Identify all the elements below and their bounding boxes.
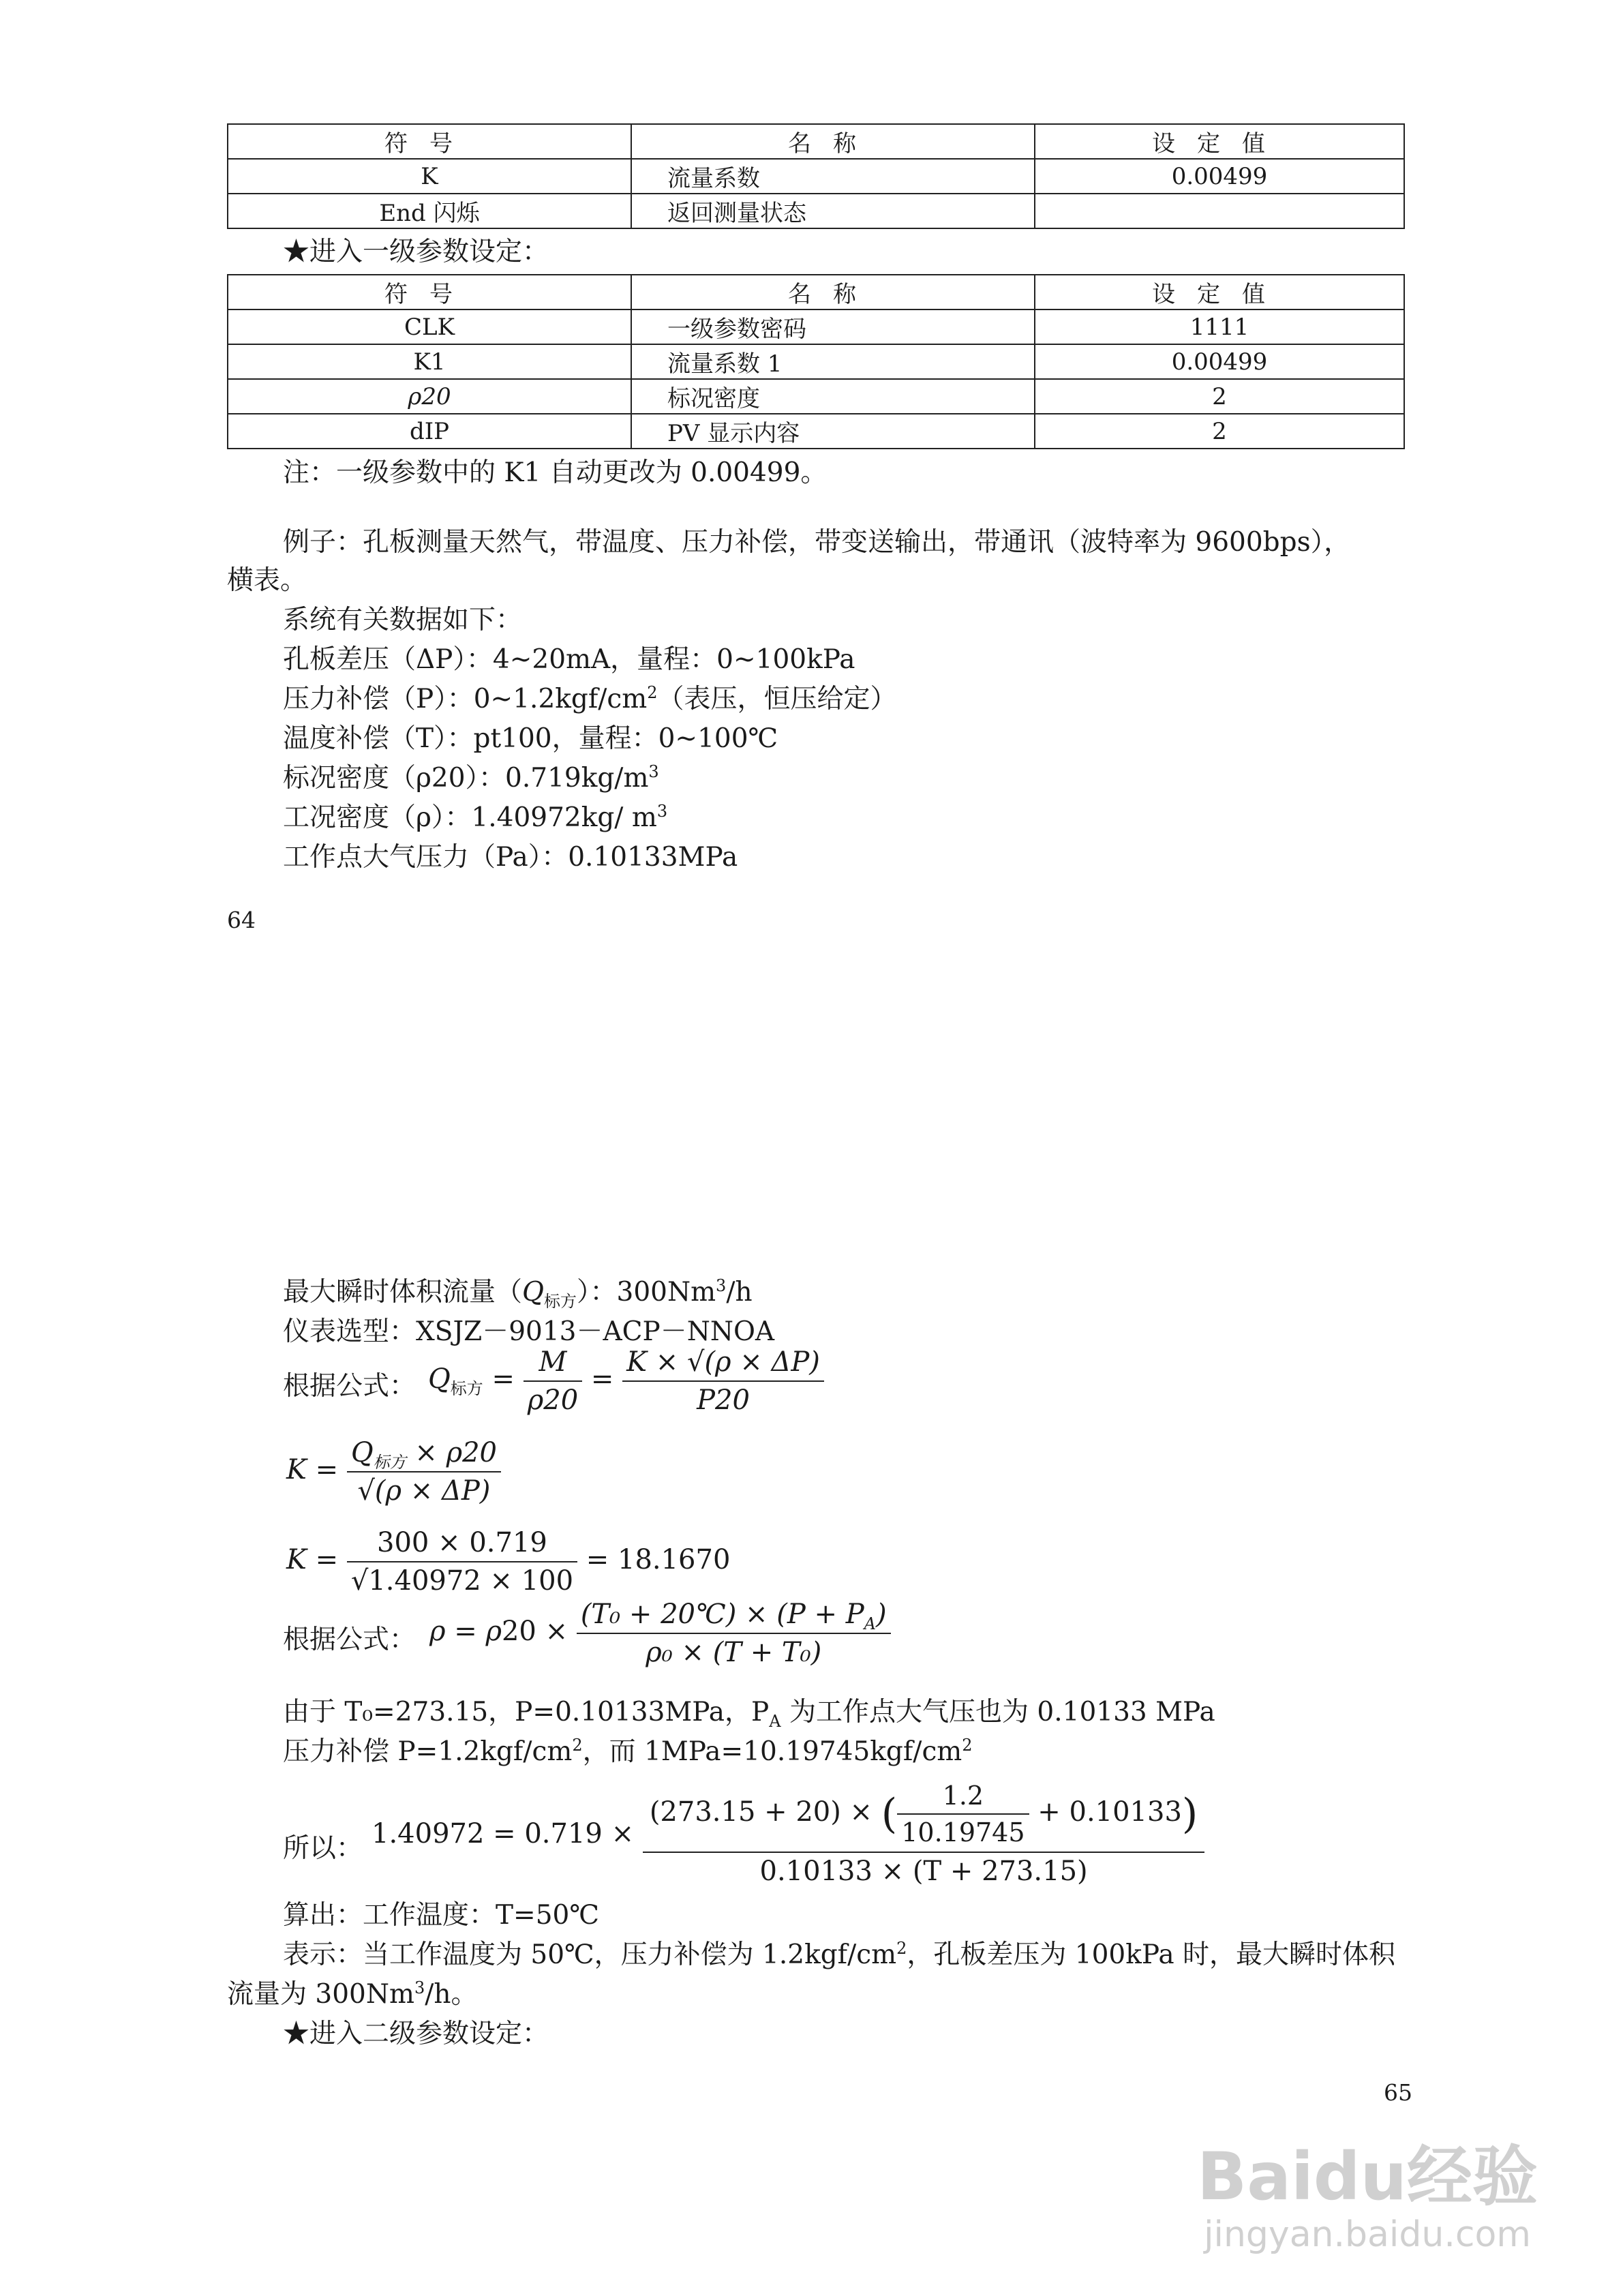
max-flow-sup: 3 [716,1276,727,1295]
data-line-temperature: 温度补偿（T）：pt100，量程：0~100℃ [283,723,778,754]
max-flow-sub: 标方 [544,1291,577,1311]
header-value: 设定值 [1035,124,1404,159]
formula-flow: $Q_{标方}$ = $\frac{M}{\rho 20}$ = $\frac{K \times √(\rho \times \Delta P)}{P20}$ [428,1346,824,1416]
given-line: 由于 T₀=273.15，P=0.10133MPa，$P_A$ 为工作点大气压也为 0.10133 MPa [283,1697,1215,1731]
so-lhs: 1.40972 = 0.719 × [371,1818,635,1849]
parameter-table-2 [227,274,1405,449]
parameter-table-1 [227,123,1405,229]
data-line-dp: 孔板差压（ΔP）：4~20mA，量程：0~100kPa [283,644,855,675]
page-number-65: 65 [1384,2079,1412,2106]
note: 注：一级参数中的 K1 自动更改为 0.00499。 [283,457,828,488]
section1-title: ★进入一级参数设定： [283,237,549,267]
k-numerator: 300 × 0.719 [347,1527,577,1562]
cell-value: 1111 [1035,309,1404,344]
max-flow-line [283,1275,753,1310]
formula-so: 1.40972 = 0.719 × (273.15 + 20) × ( $\frac{1.2}{10.19745}$ + 0.10133) 0.10133 × (T + 273.15) [371,1781,1204,1887]
watermark-url: jingyan.baidu.com [1204,2214,1531,2255]
summary-line-2: 流量为 300Nm$^3$/h。 [227,1978,478,2010]
cell-value [1035,194,1404,228]
pressure-sup: 2 [647,683,658,702]
cell-name: 标况密度 [631,379,1035,414]
cell-symbol: CLK [228,309,631,344]
cell-name: 返回测量状态 [631,194,1035,228]
data-line-pressure [283,682,897,717]
page-number-64: 64 [227,907,256,933]
max-flow-prefix: 最大瞬时体积流量（ [283,1277,523,1308]
header-value: 设定值 [1035,275,1404,309]
k-result: = 18.1670 [586,1544,731,1575]
cell-symbol: K1 [228,344,631,379]
max-flow-q: Q [522,1277,544,1308]
std-density-sup: 3 [648,762,659,781]
data-line-atm-pressure: 工作点大气压力（Pa）：0.10133MPa [283,842,738,873]
example-line-2: 横表。 [227,565,307,596]
table-header-row [228,124,1404,159]
max-flow-suffix: ）：300Nm [577,1277,716,1308]
cell-name: PV 显示内容 [631,414,1035,449]
work-density-sup: 3 [656,802,668,821]
table-row [228,194,1404,228]
header-symbol: 符号 [228,124,631,159]
so-label: 所以： [283,1833,363,1864]
result-line: 算出：工作温度：T=50℃ [283,1900,599,1931]
cell-value: 0.00499 [1035,159,1404,194]
model-line: 仪表选型：XSJZ－9013－ACP－NNOA [283,1316,775,1347]
cell-name: 一级参数密码 [631,309,1035,344]
formula-label-2: 根据公式： [283,1625,416,1655]
header-symbol: 符号 [228,275,631,309]
formula-label-1: 根据公式： [283,1371,416,1402]
header-name: 名称 [631,275,1035,309]
max-flow-unit: /h [726,1277,753,1308]
formula-k-symbolic: K = $\frac{Q_{标方} \times \rho 20}{√(\rho \times \Delta P)}$ [286,1437,501,1507]
cell-symbol: ρ20 [228,379,631,414]
table-row [228,309,1404,344]
header-name: 名称 [631,124,1035,159]
compensation-line: 压力补偿 $P=1.2kgf/cm^2$，而 $1MPa=10.19745kgf/cm^2$ [283,1736,973,1767]
cell-value: 0.00499 [1035,344,1404,379]
cell-symbol: End 闪烁 [228,194,631,228]
cell-symbol: dIP [228,414,631,449]
data-line-work-density [283,800,667,836]
cell-value: 2 [1035,379,1404,414]
table-row [228,414,1404,449]
formula-q: Q [428,1363,451,1395]
pressure-suffix: （表压，恒压给定） [657,684,897,714]
cell-name: 流量系数 [631,159,1035,194]
watermark-brand: Baidu经验 [1197,2139,1538,2215]
std-density-text: 标况密度（ρ20）：0.719kg/m [283,763,649,794]
system-data-title: 系统有关数据如下： [283,605,523,635]
table-row [228,344,1404,379]
table-row [228,159,1404,194]
cell-value: 2 [1035,414,1404,449]
table-row [228,379,1404,414]
example-line-1: 例子：孔板测量天然气，带温度、压力补偿，带变送输出，带通讯（波特率为 9600bps）， [283,527,1351,558]
k-denominator: √1.40972 × 100 [350,1565,574,1597]
table-header-row [228,275,1404,309]
cell-name: 流量系数 1 [631,344,1035,379]
pressure-text: 压力补偿（P）：0~1.2kgf/cm [283,684,648,714]
section2-title: ★进入二级参数设定： [283,2019,549,2049]
formula-density: ρ = ρ20 × $\frac{(T_0 + 20℃) \times (P + P_A)}{\text{ρ₀ × (T + T₀)}}$ [429,1599,891,1668]
formula-q-sub: 标方 [450,1379,483,1398]
formula-k-q-sub: 标方 [373,1453,406,1472]
work-density-text: 工况密度（ρ）：1.40972kg/ m [283,802,657,833]
data-line-std-density [283,761,659,796]
summary-line-1: 表示：当工作温度为 50℃，压力补偿为 $1.2kgf/cm^2$，孔板差压为 100kPa 时，最大瞬时体积 [283,1939,1395,1970]
baidu-watermark [1190,2139,1545,2255]
cell-symbol: K [228,159,631,194]
formula-k-value: K = $\frac{300 \times 0.719}{√1.40972 \times 100}$ = 18.1670 [286,1527,731,1597]
